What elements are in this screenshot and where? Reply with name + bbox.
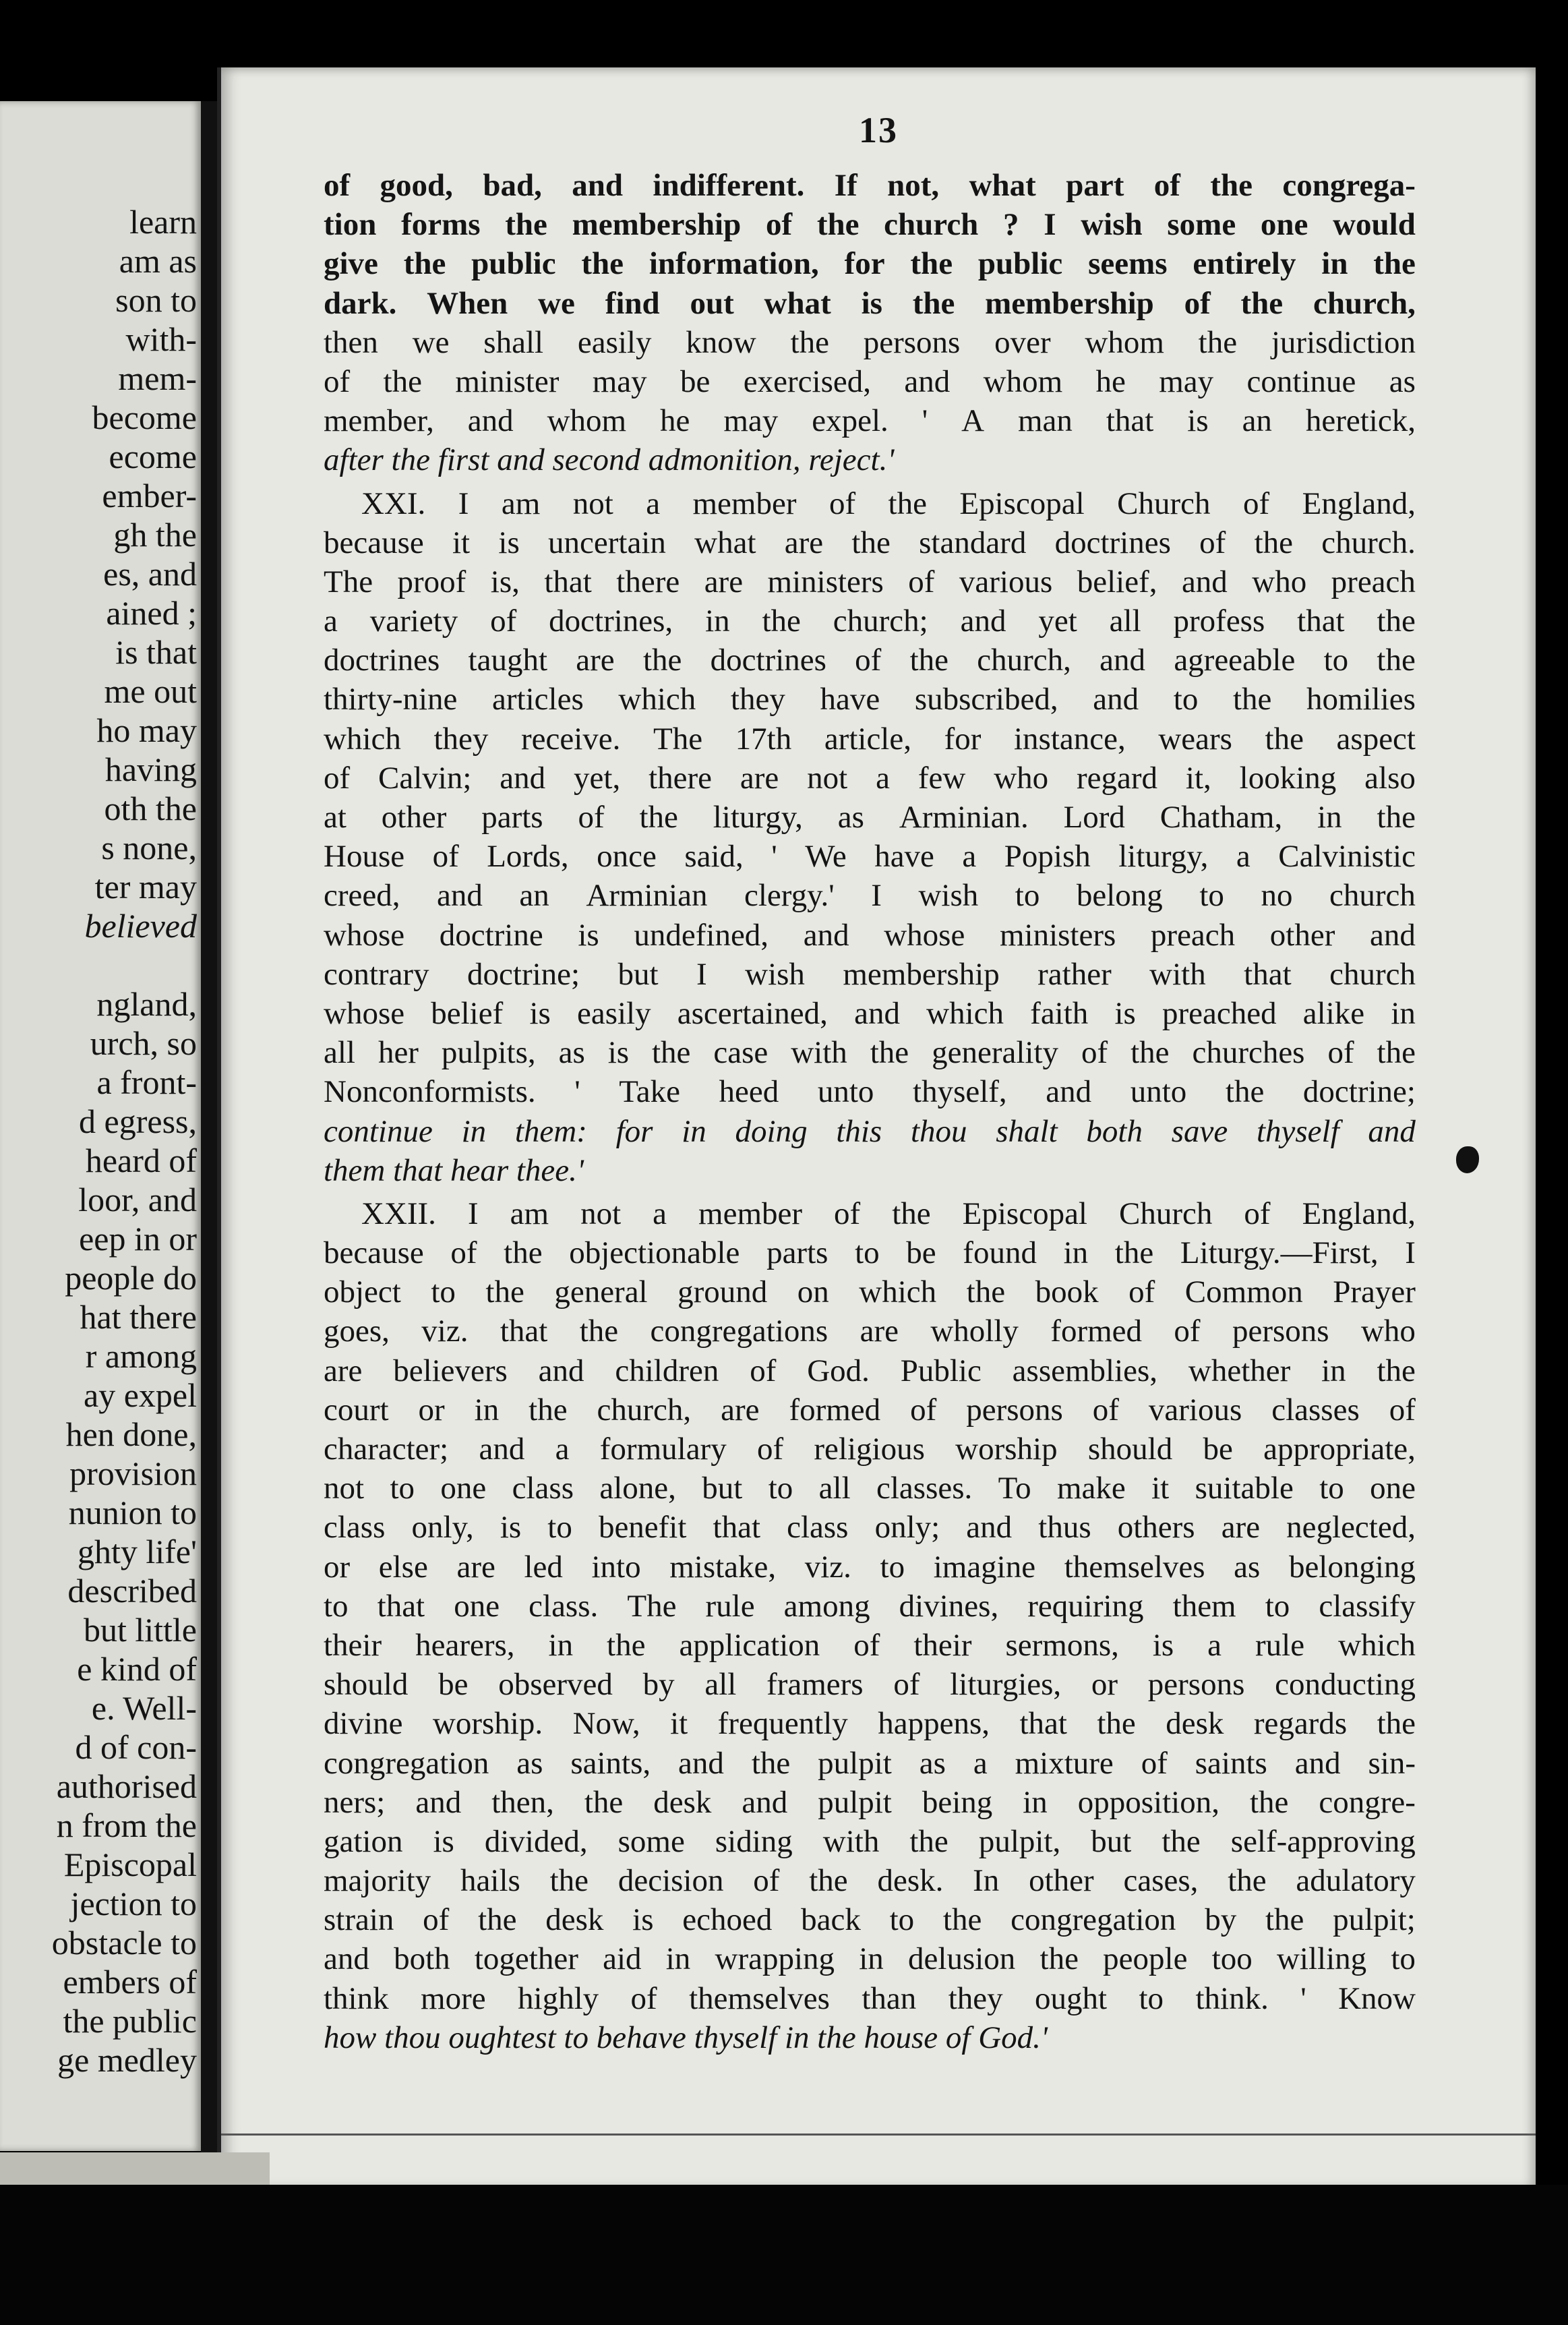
left-page-line: gh the [113,516,197,554]
left-page-line: embers of [63,1963,197,2001]
left-page-line: hat there [80,1298,197,1336]
left-page-line: nunion to [68,1494,197,1531]
body-line: at other parts of the liturgy, as Arminian. Lord Chatham, in the [324,800,1416,835]
body-line: object to the general ground on which the book of Common Prayer [324,1274,1416,1310]
body-line: Nonconformists. ' Take heed unto thyself, and unto the doctrine; [324,1074,1416,1110]
body-line: creed, and an Arminian clergy.' I wish to belong to no church [324,878,1416,914]
left-page-line: but little [83,1611,197,1649]
left-page-line: mem- [118,359,197,397]
body-line: not to one class alone, but to all classes. To make it suitable to one [324,1471,1416,1506]
body-line: member, and whom he may expel. ' A man that is an heretick, [324,403,1416,439]
left-page-line: hen done, [65,1415,197,1453]
body-line: House of Lords, once said, ' We have a Popish liturgy, a Calvinistic [324,839,1416,875]
left-page-line: e kind of [77,1650,197,1688]
left-page-line: heard of [85,1142,197,1179]
body-line: thirty-nine articles which they have subscribed, and to the homilies [324,682,1416,717]
left-page-line: d of con- [75,1728,197,1766]
body-line: them that hear thee.' [324,1152,584,1188]
body-line: because of the objectionable parts to be found in the Liturgy.—First, I [324,1235,1416,1271]
left-facing-page [0,101,201,2151]
left-page-line: son to [115,281,197,319]
body-line: class only, is to benefit that class only; and thus others are neglected, [324,1510,1416,1546]
left-page-line: believed [84,907,197,945]
left-page-line: ghty life' [77,1533,197,1570]
body-line: all her pulpits, as is the case with the generality of the churches of the [324,1035,1416,1071]
left-page-line: provision [69,1454,197,1492]
left-page-line: ained ; [106,594,197,632]
left-page-line: is that [115,633,197,671]
left-page-line: ngland, [96,985,197,1023]
body-line: of good, bad, and indifferent. If not, what part of the congrega- [324,168,1416,203]
body-line: think more highly of themselves than they ought to think. ' Know [324,1980,1416,2016]
body-line: their hearers, in the application of their sermons, is a rule which [324,1627,1416,1663]
left-page-line: jection to [70,1885,197,1922]
page-body-text [324,166,1416,2057]
left-page-line: become [92,399,197,436]
body-line: ners; and then, the desk and pulpit being in opposition, the congre- [324,1784,1416,1820]
left-page-line: ter may [94,868,197,906]
body-line: court or in the church, are formed of persons of various classes of [324,1392,1416,1428]
body-line: after the first and second admonition, reject.' [324,442,895,478]
left-page-line: d egress, [79,1102,197,1140]
left-page-line: learn [129,203,197,241]
body-line: then we shall easily know the persons over whom the jurisdiction [324,324,1416,360]
body-line: give the public the information, for the public seems entirely in the [324,246,1416,282]
bottom-rule [221,2133,1536,2136]
body-line: a variety of doctrines, in the church; and yet all profess that the [324,604,1416,639]
body-line: continue in them: for in doing this thou shalt both save thyself and [324,1113,1416,1149]
left-page-line: people do [65,1259,197,1297]
body-line: whose belief is easily ascertained, and which faith is preached alike in [324,995,1416,1031]
body-line: whose doctrine is undefined, and whose ministers preach other and [324,917,1416,953]
body-line: doctrines taught are the doctrines of the church, and agreeable to the [324,643,1416,678]
body-line: dark. When we find out what is the membership of the church, [324,285,1416,321]
body-line: goes, viz. that the congregations are wholly formed of persons who [324,1314,1416,1349]
left-page-line: Episcopal [63,1846,197,1883]
body-line: divine worship. Now, it frequently happens, that the desk regards the [324,1706,1416,1742]
body-line: gation is divided, some siding with the pulpit, but the self-approving [324,1823,1416,1859]
body-line: majority hails the decision of the desk. In other cases, the adulatory [324,1863,1416,1899]
left-page-line: eep in or [79,1220,197,1258]
body-line: how thou oughtest to behave thyself in the house of God.' [324,2020,1048,2055]
left-page-line: es, and [103,555,197,593]
left-page-line: me out [104,672,197,710]
body-line: because it is uncertain what are the standard doctrines of the church. [324,525,1416,560]
left-page-line: ho may [96,711,197,749]
body-line: strain of the desk is echoed back to the congregation by the pulpit; [324,1902,1416,1938]
body-line: are believers and children of God. Public assemblies, whether in the [324,1353,1416,1388]
left-page-line: with- [125,320,197,358]
left-page-line: urch, so [90,1024,197,1062]
body-line: The proof is, that there are ministers of various belief, and who preach [324,564,1416,599]
left-page-line: described [67,1572,197,1610]
body-line: XXI. I am not a member of the Episcopal Church of England, [361,485,1416,521]
body-line: character; and a formulary of religious worship should be appropriate, [324,1432,1416,1467]
left-page-line: ay expel [84,1376,197,1414]
body-line: XXII. I am not a member of the Episcopal Church of England, [361,1196,1416,1231]
page-number: 13 [859,110,898,150]
left-page-line: ember- [102,477,197,514]
scan-border [0,2185,1568,2325]
left-page-line: am as [119,242,197,280]
body-line: tion forms the membership of the church ? I wish some one would [324,207,1416,243]
right-page [217,67,1536,2190]
left-page-line: s none, [101,829,197,866]
left-page-line: e. Well- [91,1689,197,1727]
left-page-line: having [104,751,197,788]
body-line: or else are led into mistake, viz. to imagine themselves as belonging [324,1549,1416,1585]
left-page-line: authorised [56,1767,197,1805]
body-line: and both together aid in wrapping in delusion the people too willing to [324,1941,1416,1977]
body-line: of Calvin; and yet, there are not a few who regard it, looking also [324,760,1416,796]
left-page-line: r among [85,1337,197,1375]
body-line: congregation as saints, and the pulpit as a mixture of saints and sin- [324,1745,1416,1781]
body-line: contrary doctrine; but I wish membership rather with that church [324,956,1416,992]
body-line: which they receive. The 17th article, for instance, wears the aspect [324,721,1416,757]
left-page-line: ge medley [57,2041,197,2079]
left-page-line: the public [63,2002,197,2040]
body-line: to that one class. The rule among divines, requiring them to classify [324,1588,1416,1624]
body-line: should be observed by all framers of liturgies, or persons conducting [324,1667,1416,1703]
body-line: of the minister may be exercised, and whom he may continue as [324,363,1416,399]
left-page-line: loor, and [78,1181,197,1218]
left-page-line: oth the [104,790,197,827]
left-page-line: ecome [109,438,197,475]
left-page-line: obstacle to [51,1924,197,1962]
left-page-line: n from the [56,1806,197,1844]
left-page-line: a front- [96,1063,197,1101]
